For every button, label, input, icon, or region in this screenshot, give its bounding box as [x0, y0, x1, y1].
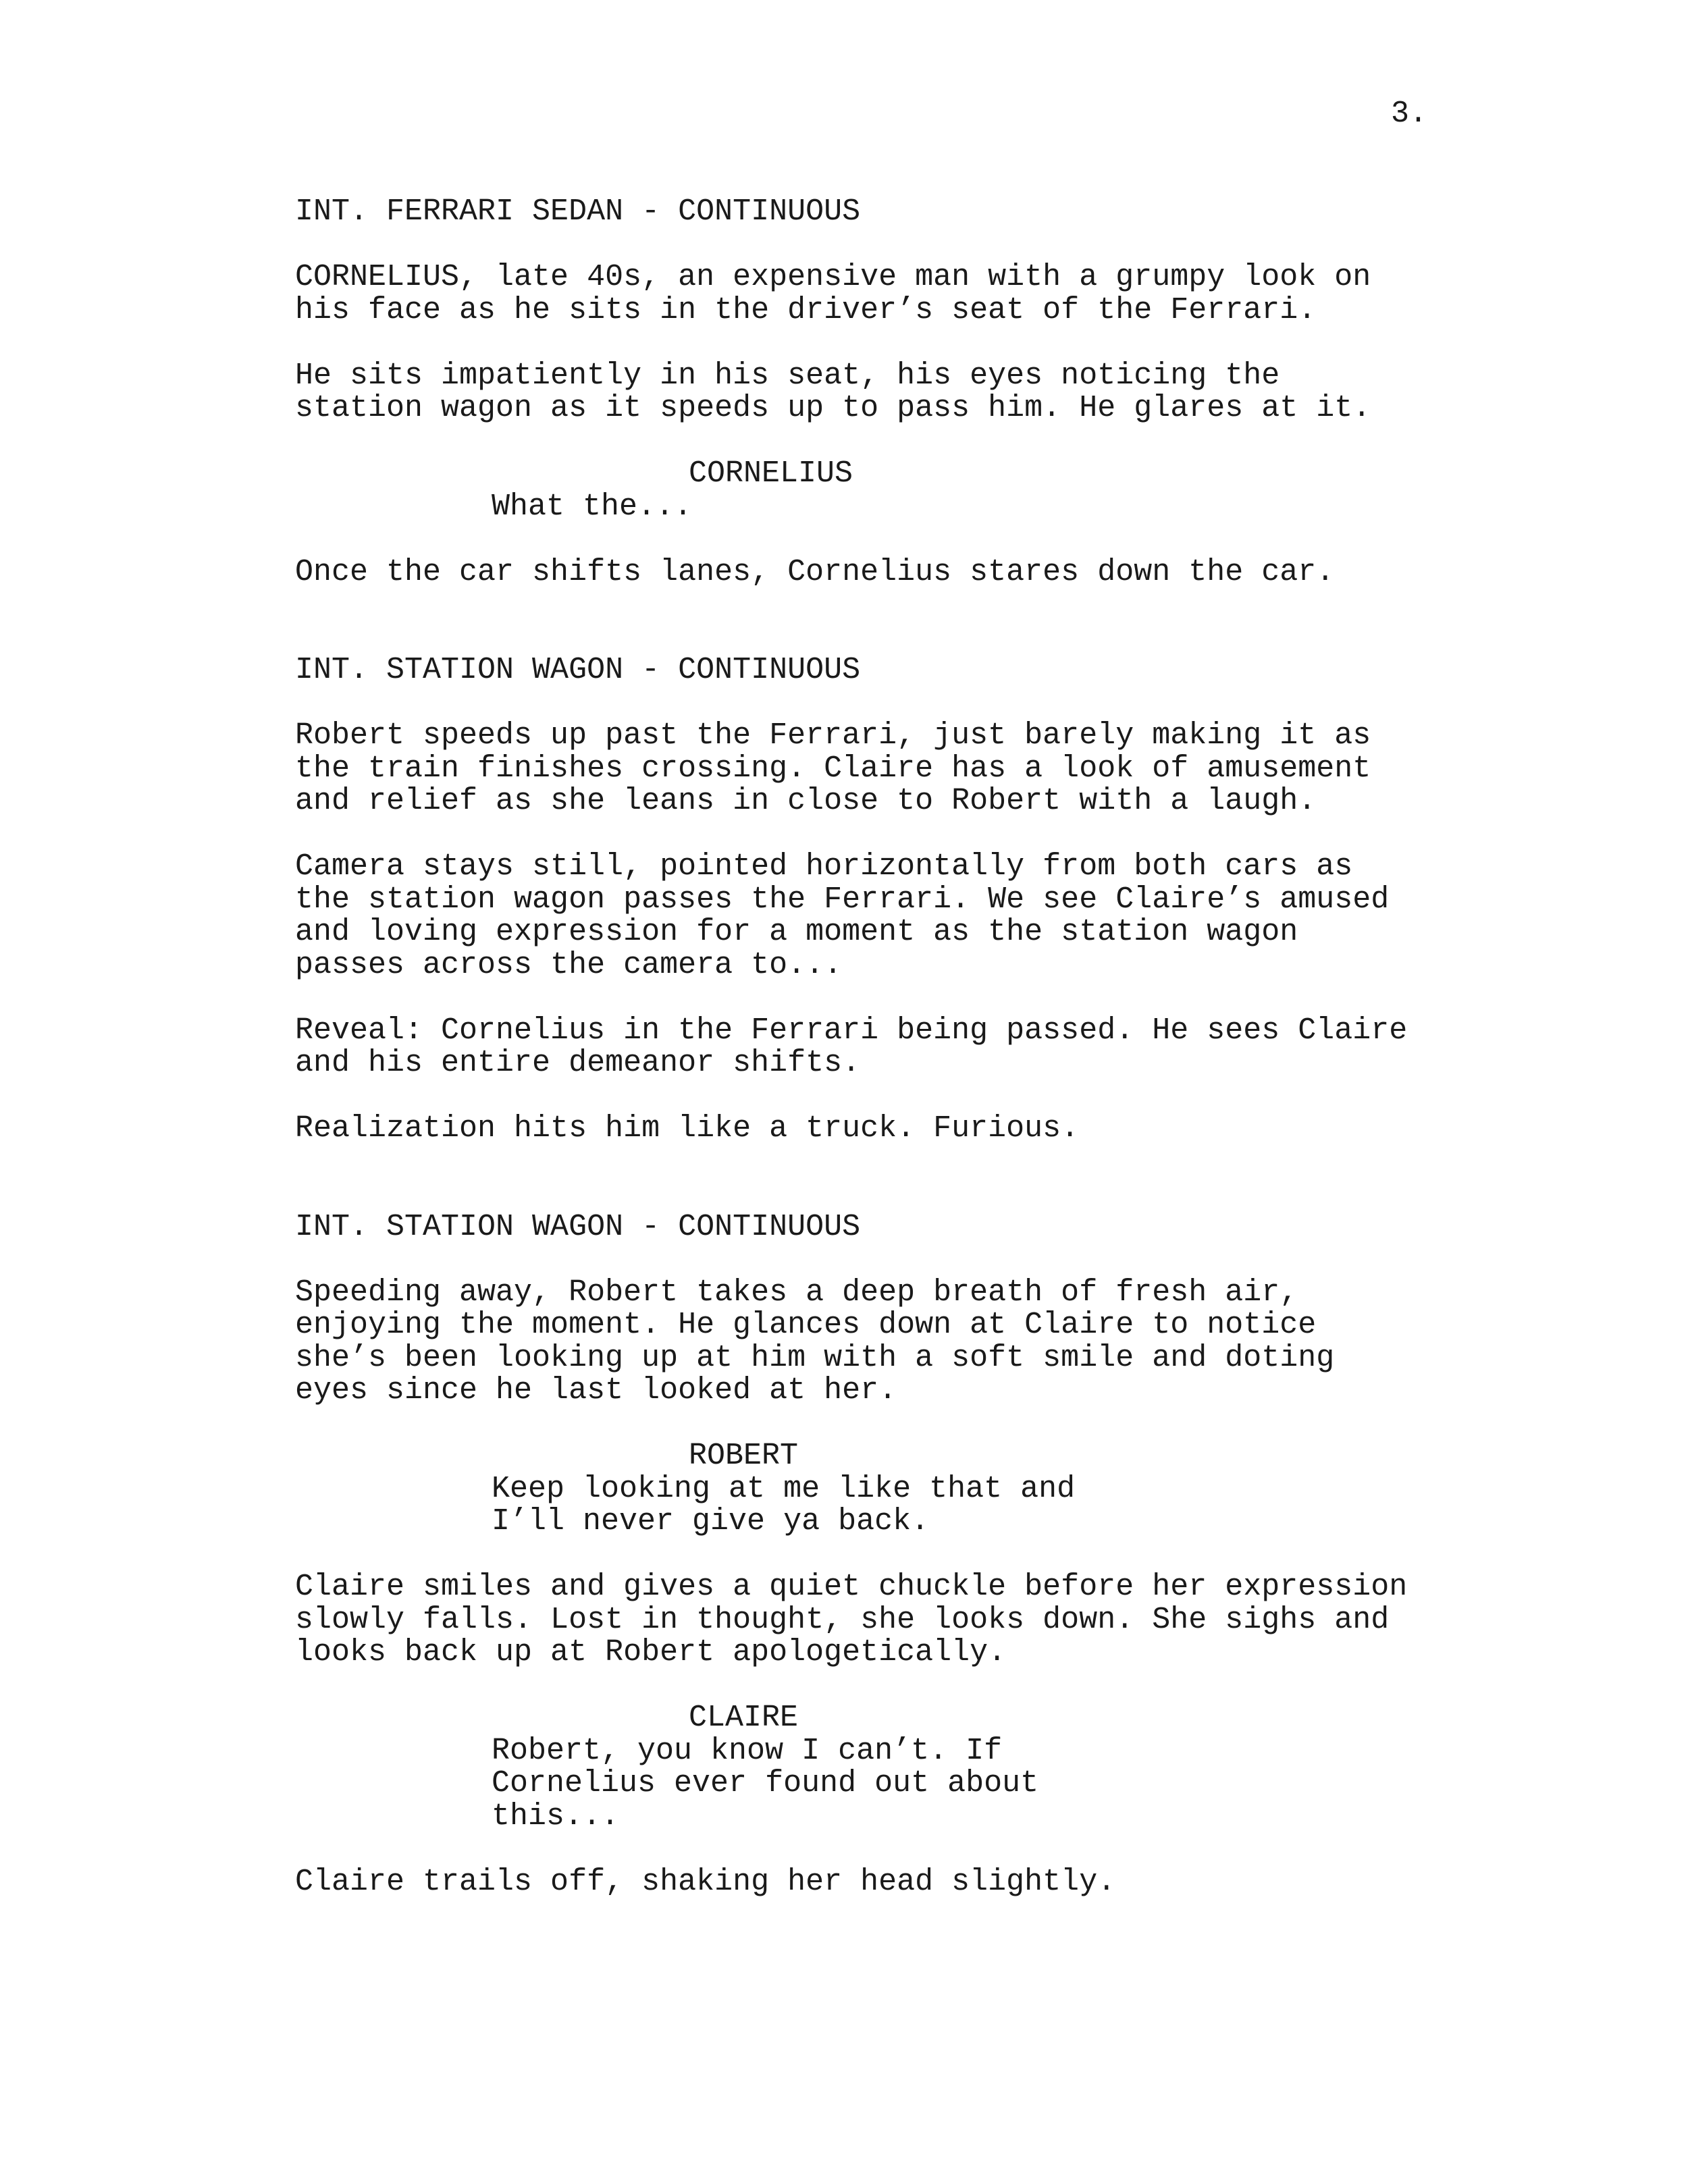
- action-paragraph: Camera stays still, pointed horizontally from both cars as the station wagon passes the Ferrari. We see Claire’s amused and loving expression for a moment as the station wagon passes across the camera to...: [295, 849, 1390, 982]
- dialogue-line: What the...: [492, 489, 693, 524]
- dialogue-line: Keep looking at me like that and I’ll never give ya back.: [492, 1471, 1076, 1539]
- scene-heading: INT. STATION WAGON - CONTINUOUS: [295, 1209, 861, 1244]
- action-paragraph: CORNELIUS, late 40s, an expensive man with a grumpy look on his face as he sits in the driver’s seat of the Ferrari.: [295, 260, 1371, 327]
- action-paragraph: Realization hits him like a truck. Furious.: [295, 1111, 1080, 1146]
- action-paragraph: Speeding away, Robert takes a deep breath of fresh air, enjoying the moment. He glances down at Claire to notice she’s been looking up at him with a soft smile and doting eyes since he last looked at her.: [295, 1275, 1335, 1408]
- action-paragraph: Robert speeds up past the Ferrari, just barely making it as the train finishes crossing. Claire has a look of amusement and relief as she leans in close to Robert with a laugh.: [295, 718, 1371, 818]
- action-paragraph: Claire trails off, shaking her head slightly.: [295, 1864, 1116, 1899]
- dialogue-line: Robert, you know I can’t. If Cornelius ever found out about this...: [492, 1733, 1039, 1834]
- character-name: CLAIRE: [689, 1701, 799, 1735]
- scene-heading: INT. STATION WAGON - CONTINUOUS: [295, 653, 861, 687]
- action-paragraph: Claire smiles and gives a quiet chuckle before her expression slowly falls. Lost in thought, she looks down. She sighs and looks back up at Robert apologetically.: [295, 1570, 1408, 1670]
- action-paragraph: He sits impatiently in his seat, his eyes noticing the station wagon as it speeds up to pass him. He glares at it.: [295, 358, 1371, 425]
- character-name: ROBERT: [689, 1439, 799, 1473]
- screenplay-body: [295, 196, 1477, 1932]
- page-number: 3.: [1391, 97, 1428, 131]
- action-paragraph: Reveal: Cornelius in the Ferrari being passed. He sees Claire and his entire demeanor shifts.: [295, 1013, 1408, 1080]
- scene-heading: INT. FERRARI SEDAN - CONTINUOUS: [295, 194, 861, 229]
- character-name: CORNELIUS: [689, 456, 853, 491]
- action-paragraph: Once the car shifts lanes, Cornelius stares down the car.: [295, 554, 1335, 589]
